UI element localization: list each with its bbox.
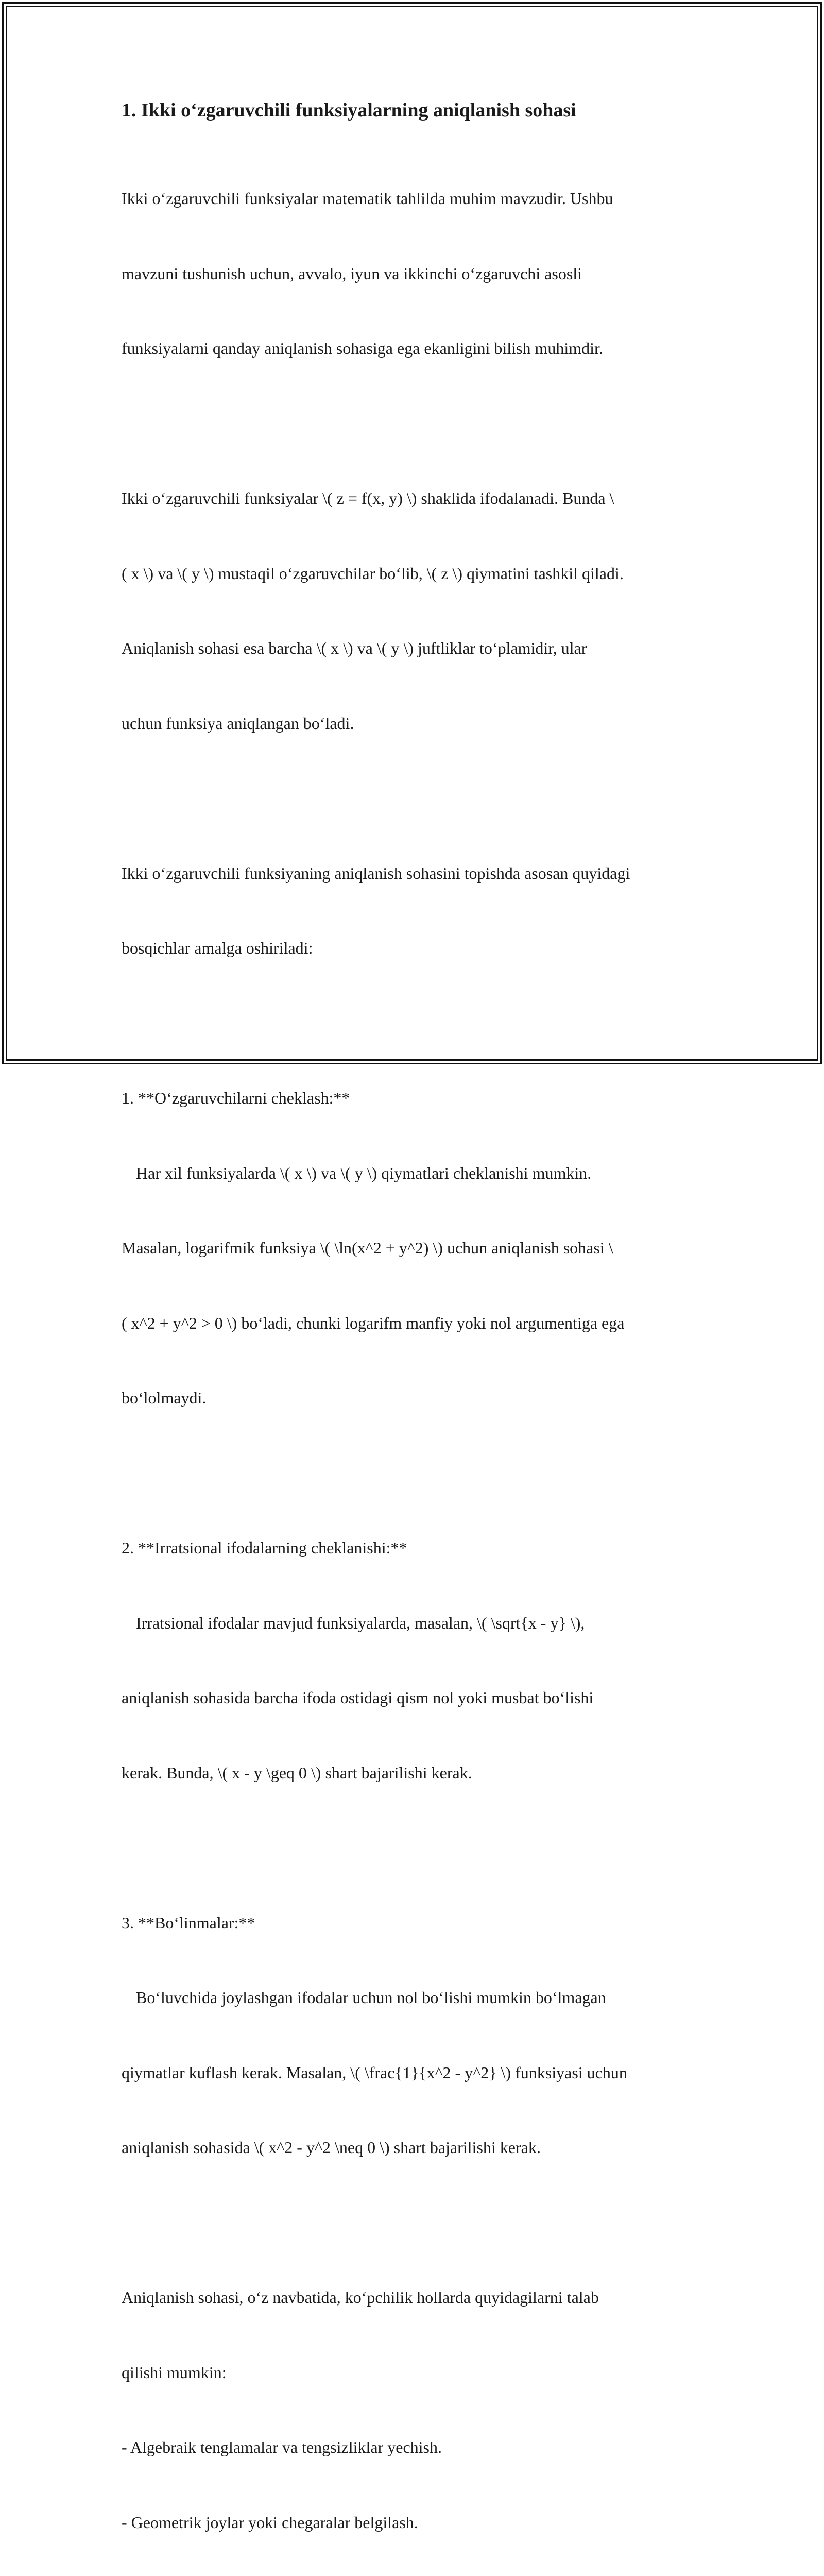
text-line: Ikki o‘zgaruvchili funksiyalar \( z = f(x, y) \) shaklida ifodalanadi. Bunda \	[122, 489, 614, 507]
text-line: aniqlanish sohasida barcha ifoda ostidagi qism nol yoki musbat bo‘lishi	[122, 1688, 594, 1707]
list-item-irrational	[122, 1485, 709, 1835]
list-item-fractions	[122, 1860, 709, 2210]
text-line: uchun funksiya aniqlangan bo‘ladi.	[122, 714, 354, 733]
list-item-variable-limits	[122, 1036, 709, 1461]
text-line: Har xil funksiyalarda \( x \) va \( y \) qiymatlari cheklanishi mumkin.	[136, 1163, 592, 1182]
list-item-heading: 3. **Bo‘linmalar:**	[122, 1913, 255, 1932]
text-line: funksiyalarni qanday aniqlanish sohasiga ega ekanligini bilish muhimdir.	[122, 339, 603, 358]
text-line: Aniqlanish sohasi, o‘z navbatida, ko‘pchilik hollarda quyidagilarni talab	[122, 2288, 599, 2307]
text-line: Aniqlanish sohasi esa barcha \( x \) va \( y \) juftliklar to‘plamidir, ular	[122, 639, 587, 657]
list-item-heading: 2. **Irratsional ifodalarning cheklanishi:**	[122, 1538, 407, 1557]
intro-paragraph	[122, 136, 709, 411]
section-title: 1. Ikki o‘zgaruvchili funksiyalarning aniqlanish sohasi	[122, 99, 576, 121]
text-line: qilishi mumkin:	[122, 2363, 227, 2382]
document-body	[122, 98, 709, 2576]
text-line: ( x \) va \( y \) mustaqil o‘zgaruvchilar bo‘lib, \( z \) qiymatini tashkil qiladi.	[122, 564, 624, 583]
text-line: Irratsional ifodalar mavjud funksiyalarda, masalan, \( \sqrt{x - y} \),	[136, 1613, 585, 1632]
text-line: mavzuni tushunish uchun, avvalo, iyun va ikkinchi o‘zgaruvchi asosli	[122, 264, 582, 283]
text-line: kerak. Bunda, \( x - y \geq 0 \) shart bajarilishi kerak.	[122, 1763, 472, 1782]
text-line: bo‘lolmaydi.	[122, 1388, 207, 1407]
definition-paragraph	[122, 436, 709, 786]
bullet-line: - Algebraik tenglamalar va tengsizliklar yechish.	[122, 2438, 442, 2456]
list-item-heading: 1. **O‘zgaruvchilarni cheklash:**	[122, 1089, 350, 1107]
text-line: qiymatlar kuflash kerak. Masalan, \( \frac{1}{x^2 - y^2} \) funksiyasi uchun	[122, 2063, 627, 2082]
summary-paragraph	[122, 2235, 709, 2576]
text-line: Ikki o‘zgaruvchili funksiyaning aniqlanish sohasini topishda asosan quyidagi	[122, 863, 630, 883]
text-line: Bo‘luvchida joylashgan ifodalar uchun nol bo‘lishi mumkin bo‘lmagan	[136, 1988, 606, 2007]
text-line: ( x^2 + y^2 > 0 \) bo‘ladi, chunki logarifm manfiy yoki nol argumentiga ega	[122, 1313, 625, 1332]
text-line: bosqichlar amalga oshiriladi:	[122, 939, 313, 957]
bullet-line: - Geometrik joylar yoki chegaralar belgilash.	[122, 2513, 418, 2532]
text-line: Ikki o‘zgaruvchili funksiyalar matematik tahlilda muhim mavzudir. Ushbu	[122, 189, 613, 208]
text-line: aniqlanish sohasida \( x^2 - y^2 \neq 0 \) shart bajarilishi kerak.	[122, 2138, 541, 2157]
text-line: Masalan, logarifmik funksiya \( \ln(x^2 + y^2) \) uchun aniqlanish sohasi \	[122, 1239, 613, 1257]
steps-intro-paragraph	[122, 811, 709, 1011]
